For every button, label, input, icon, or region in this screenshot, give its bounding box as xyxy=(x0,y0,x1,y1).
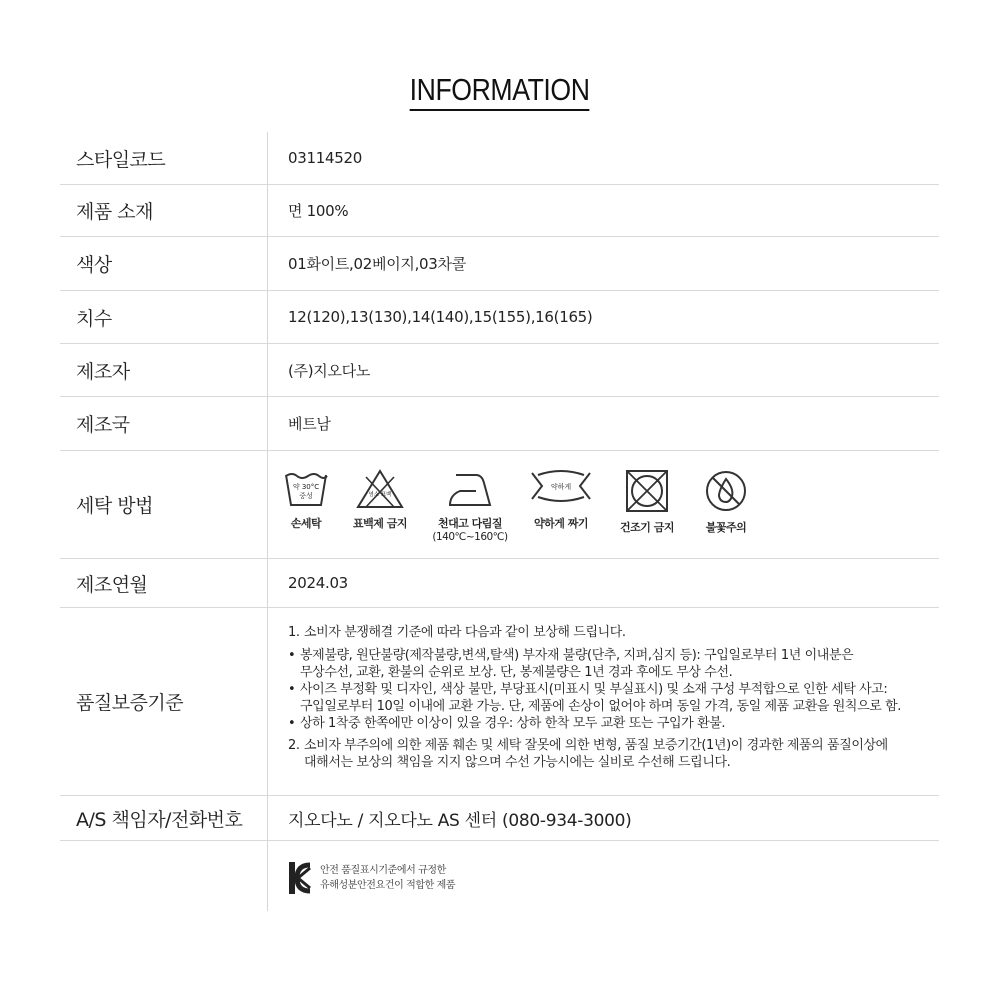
iron-caption: 천대고 다림질 xyxy=(437,517,503,530)
size-label: 치수 xyxy=(76,307,112,330)
quality-text xyxy=(288,624,939,777)
kc-logo-icon xyxy=(288,859,314,897)
row-material xyxy=(60,185,939,237)
hand-wash-caption: 손세탁 xyxy=(290,517,322,530)
iron-icon xyxy=(446,469,494,509)
iron-temp-range: (140℃~160℃) xyxy=(432,531,508,543)
quality-item-1-num: 1. xyxy=(288,625,300,640)
hand-wash-icon xyxy=(284,469,328,509)
no-bleach-icon xyxy=(356,469,404,509)
material-label: 제품 소재 xyxy=(76,201,153,223)
row-quality xyxy=(60,608,939,796)
country-label: 제조국 xyxy=(76,414,130,436)
style-code-value: 03114520 xyxy=(288,149,362,167)
quality-item-2-line1: 소비자 부주의에 의한 제품 훼손 및 세탁 잘못에 의한 변형, 품질 보증기간(1년)이 경과한 제품의 품질이상에 xyxy=(304,738,888,753)
maker-label: 제조자 xyxy=(76,360,130,383)
row-size xyxy=(60,291,939,344)
page-title-wrap xyxy=(0,72,1000,111)
row-style-code xyxy=(60,132,939,185)
gentle-wring-text: 약하게 xyxy=(550,483,572,491)
quality-item-2 xyxy=(288,737,939,771)
no-tumble-dry-caption: 건조기 금지 xyxy=(620,521,674,534)
quality-bullet-3-line1: 상하 1착중 한쪽에만 이상이 있을 경우: 상하 한착 모두 교환 또는 구입가 환불. xyxy=(300,716,726,731)
wash-item xyxy=(526,469,596,531)
row-manufacture-date xyxy=(60,559,939,608)
quality-bullet-1-line2: 무상수선, 교환, 환불의 순위로 보상. 단, 봉제불량은 1년 경과 후에도 무상 수선. xyxy=(300,665,733,680)
size-value: 12(120),13(130),14(140),15(155),16(165) xyxy=(288,308,593,326)
kc-line2: 유해성분안전요건이 적합한 제품 xyxy=(320,880,456,891)
quality-item-1-text: 소비자 분쟁해결 기준에 따라 다음과 같이 보상해 드립니다. xyxy=(304,625,626,640)
info-table xyxy=(60,132,939,911)
hand-wash-temp: 약 30°C xyxy=(292,483,320,491)
row-color xyxy=(60,237,939,291)
as-label: A/S 책임자/전화번호 xyxy=(76,808,243,831)
style-code-label: 스타일코드 xyxy=(76,148,166,171)
no-bleach-text: 염소 표백 xyxy=(368,492,392,498)
row-country xyxy=(60,397,939,451)
quality-bullet xyxy=(288,715,939,732)
kc-line1: 안전 품질표시기준에서 규정한 xyxy=(320,865,446,876)
row-maker xyxy=(60,344,939,397)
quality-bullet-2-line2: 구입일로부터 10일 이내에 교환 가능. 단, 제품에 손상이 없어야 하며 동일 가격, 동일 제품 교환을 원칙으로 함. xyxy=(300,699,902,714)
gentle-wring-icon xyxy=(530,469,592,503)
quality-bullet-1-line1: 봉제불량, 원단불량(제작불량,변색,탈색) 부자재 불량(단추, 지퍼,심지 등): 구입일로부터 1년 이내분은 xyxy=(300,648,854,663)
wash-item xyxy=(698,469,754,535)
as-value: 지오다노 / 지오다노 AS 센터 (080-934-3000) xyxy=(288,810,632,831)
bullet-dot: • xyxy=(288,682,296,697)
kc-text xyxy=(320,863,455,893)
quality-bullet-2-line1: 사이즈 부정확 및 디자인, 색상 불만, 부당표시(미표시 및 부실표시) 및 소재 구성 부적합으로 인한 세탁 사고: xyxy=(300,682,888,697)
wash-item xyxy=(280,469,332,531)
no-bleach-caption: 표백제 금지 xyxy=(353,517,407,530)
manufacture-date-value: 2024.03 xyxy=(288,574,348,592)
row-wash xyxy=(60,451,939,559)
no-tumble-dry-icon xyxy=(625,469,669,513)
quality-bullet xyxy=(288,647,939,681)
bullet-dot: • xyxy=(288,648,296,663)
manufacture-date-label: 제조연월 xyxy=(76,573,148,596)
wash-item xyxy=(430,469,510,543)
color-value: 01화이트,02베이지,03차콜 xyxy=(288,255,466,273)
quality-label: 품질보증기준 xyxy=(76,692,184,714)
row-as xyxy=(60,796,939,841)
hand-wash-neutral: 중성 xyxy=(299,492,313,500)
maker-value: (주)지오다노 xyxy=(288,361,371,380)
bullet-dot: • xyxy=(288,716,296,731)
quality-item-1 xyxy=(288,624,939,641)
wash-item xyxy=(612,469,682,535)
wash-item xyxy=(350,469,410,531)
fire-caution-icon xyxy=(704,469,748,513)
material-value: 면 100% xyxy=(288,202,349,220)
gentle-wring-caption: 약하게 짜기 xyxy=(534,517,588,530)
wash-label: 세탁 방법 xyxy=(76,495,153,517)
country-value: 베트남 xyxy=(288,415,331,433)
row-kc xyxy=(60,841,939,911)
color-label: 색상 xyxy=(76,254,112,276)
quality-bullet xyxy=(288,681,939,715)
quality-item-2-num: 2. xyxy=(288,738,300,753)
page-title: INFORMATION xyxy=(410,72,590,111)
kc-mark xyxy=(288,859,455,897)
fire-caution-caption: 불꽃주의 xyxy=(705,521,747,534)
quality-item-2-line2: 대해서는 보상의 책임을 지지 않으며 수선 가능시에는 실비로 수선해 드립니다. xyxy=(304,755,731,770)
